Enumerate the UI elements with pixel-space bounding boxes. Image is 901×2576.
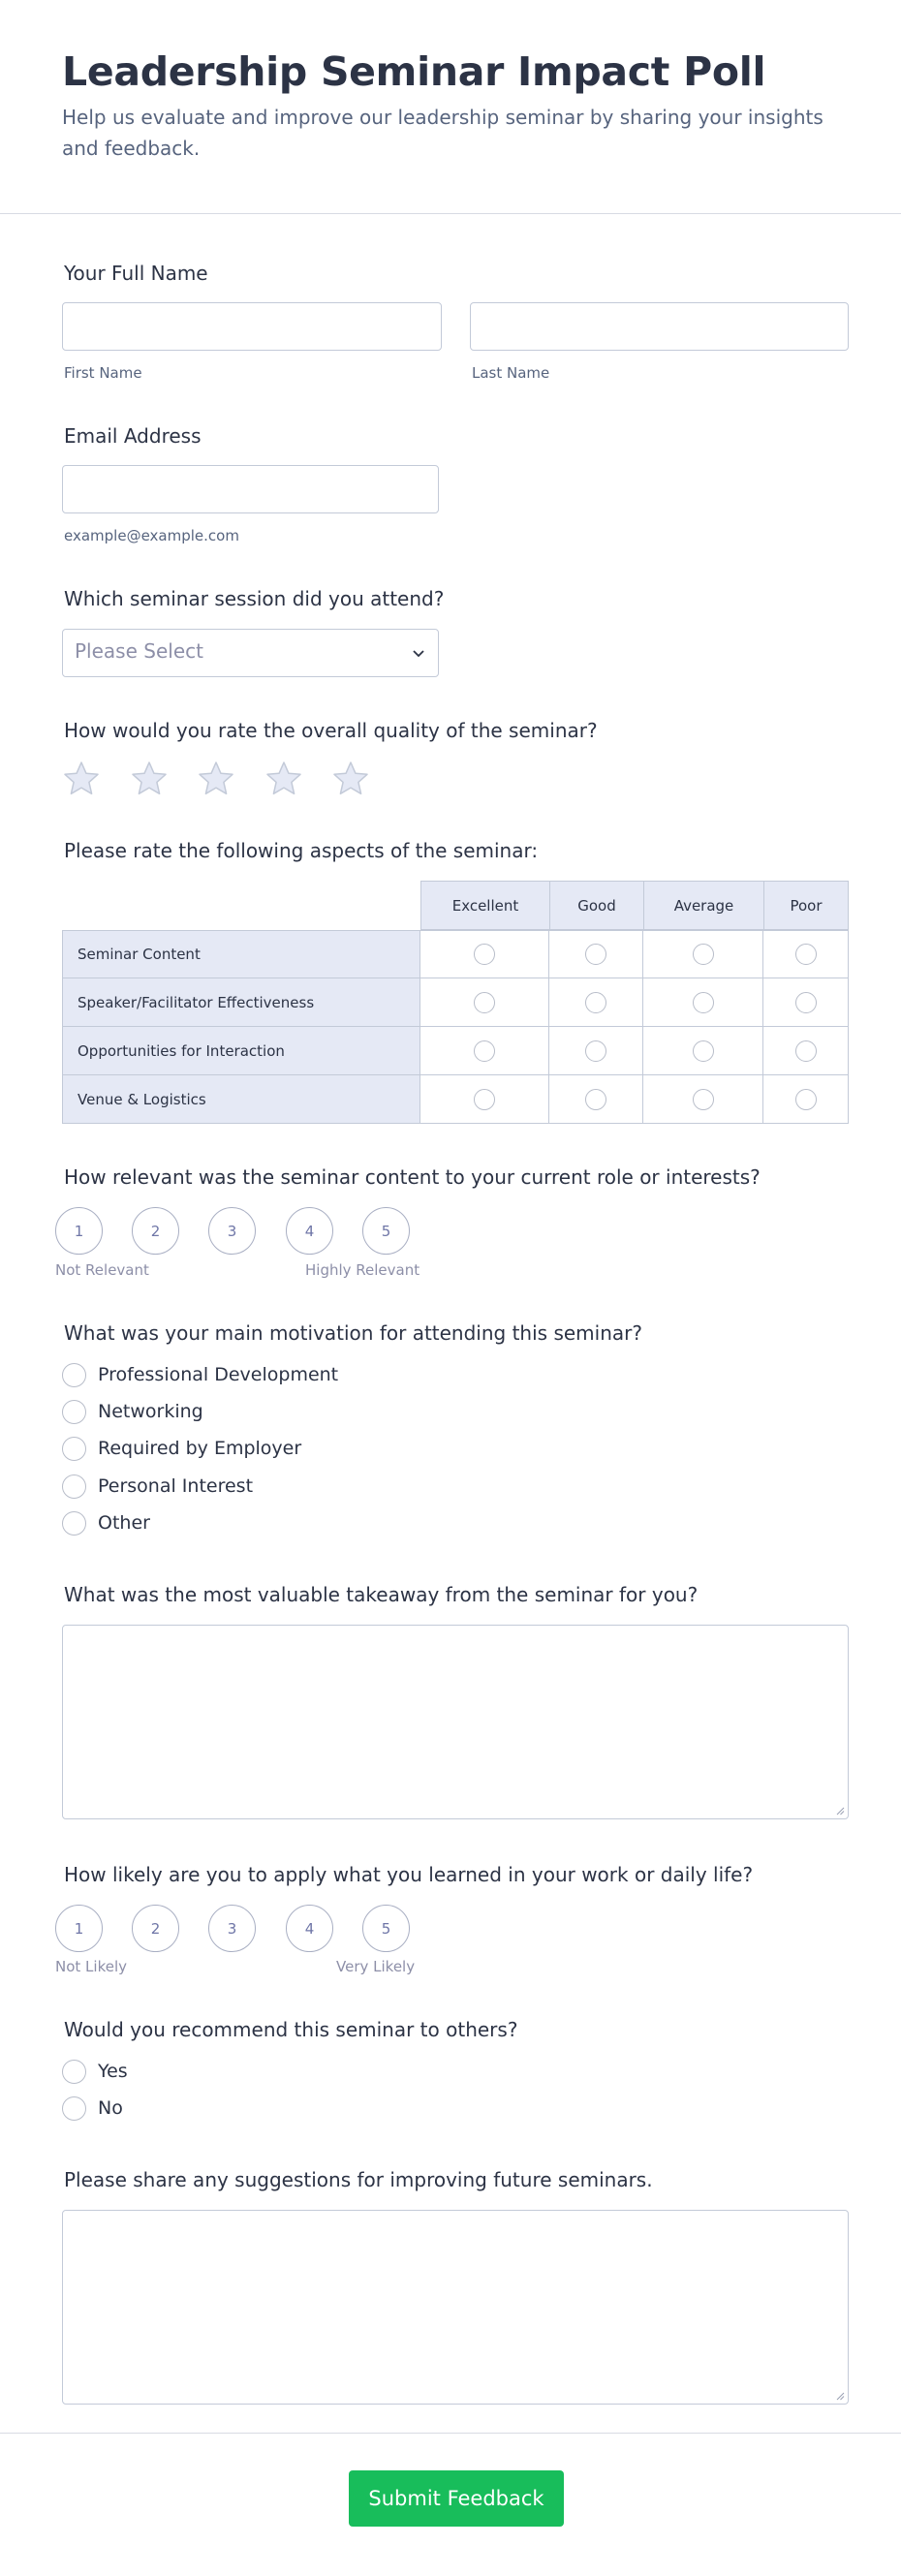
matrix-row-label: Seminar Content: [62, 930, 420, 978]
recommend-label: Would you recommend this seminar to others?: [64, 2018, 518, 2041]
session-label: Which seminar session did you attend?: [64, 587, 445, 610]
form-footer: [0, 2433, 901, 2576]
matrix-radio[interactable]: [474, 1040, 495, 1062]
suggestions-textarea[interactable]: [62, 2210, 849, 2405]
submit-button[interactable]: Submit Feedback: [349, 2470, 564, 2527]
takeaway-textarea[interactable]: [62, 1625, 849, 1819]
matrix-cell[interactable]: [420, 930, 549, 978]
session-select-placeholder: Please Select: [75, 639, 203, 663]
matrix-radio[interactable]: [693, 1089, 714, 1110]
matrix-cell[interactable]: [549, 1075, 643, 1124]
matrix-radio[interactable]: [795, 1040, 817, 1062]
matrix-radio[interactable]: [585, 992, 606, 1013]
email-label: Email Address: [64, 424, 202, 448]
motivation-option-label: Other: [98, 1512, 150, 1534]
last-name-sublabel: Last Name: [472, 364, 550, 382]
matrix-cell[interactable]: [643, 1027, 763, 1075]
motivation-option[interactable]: [62, 1399, 203, 1424]
matrix-radio[interactable]: [585, 1089, 606, 1110]
apply-high-label: Very Likely: [336, 1958, 416, 1975]
radio-button[interactable]: [62, 1400, 86, 1424]
chevron-down-icon: [411, 645, 426, 661]
full-name-label: Your Full Name: [64, 262, 208, 285]
matrix-cell[interactable]: [549, 1027, 643, 1075]
email-input[interactable]: [62, 465, 439, 513]
matrix-cell[interactable]: [763, 1075, 849, 1124]
relevance-option[interactable]: 3: [208, 1207, 256, 1255]
matrix-cell[interactable]: [549, 978, 643, 1027]
relevance-high-label: Highly Relevant: [305, 1261, 420, 1279]
matrix-row-label: Speaker/Facilitator Effectiveness: [62, 978, 420, 1027]
matrix-col-header: Poor: [763, 881, 849, 930]
star-icon[interactable]: [130, 760, 169, 798]
page-subtitle: Help us evaluate and improve our leadership seminar by sharing your insights and feedback.: [62, 106, 823, 160]
form-header: [0, 0, 901, 214]
matrix-cell[interactable]: [763, 1027, 849, 1075]
apply-option[interactable]: 2: [132, 1905, 179, 1952]
matrix-col-header: Good: [549, 881, 643, 930]
matrix-radio[interactable]: [795, 1089, 817, 1110]
radio-button[interactable]: [62, 1474, 86, 1499]
suggestions-label: Please share any suggestions for improving future seminars.: [64, 2168, 653, 2191]
matrix-cell[interactable]: [420, 1027, 549, 1075]
recommend-option[interactable]: [62, 2095, 123, 2121]
resize-grip-icon[interactable]: [835, 2391, 845, 2401]
takeaway-label: What was the most valuable takeaway from the seminar for you?: [64, 1583, 699, 1606]
matrix-radio[interactable]: [693, 1040, 714, 1062]
radio-button[interactable]: [62, 1437, 86, 1461]
quality-label: How would you rate the overall quality of the seminar?: [64, 719, 598, 742]
last-name-input[interactable]: [470, 302, 849, 351]
motivation-option[interactable]: [62, 1362, 338, 1387]
apply-option[interactable]: 3: [208, 1905, 256, 1952]
matrix-radio[interactable]: [474, 992, 495, 1013]
matrix-cell[interactable]: [420, 978, 549, 1027]
radio-button[interactable]: [62, 1363, 86, 1387]
matrix-radio[interactable]: [474, 1089, 495, 1110]
matrix-cell[interactable]: [643, 930, 763, 978]
matrix-cell[interactable]: [643, 978, 763, 1027]
first-name-sublabel: First Name: [64, 364, 142, 382]
motivation-option-label: Professional Development: [98, 1364, 339, 1385]
relevance-low-label: Not Relevant: [55, 1261, 149, 1279]
matrix-cell[interactable]: [763, 978, 849, 1027]
recommend-option-label: Yes: [98, 2061, 128, 2082]
apply-option[interactable]: 5: [362, 1905, 410, 1952]
motivation-option[interactable]: [62, 1436, 301, 1461]
matrix-col-header: Average: [643, 881, 763, 930]
recommend-option-label: No: [98, 2097, 123, 2119]
motivation-option[interactable]: [62, 1510, 150, 1536]
motivation-option[interactable]: [62, 1474, 253, 1499]
matrix-radio[interactable]: [693, 944, 714, 965]
matrix-radio[interactable]: [795, 944, 817, 965]
radio-button[interactable]: [62, 2096, 86, 2121]
session-select[interactable]: [62, 629, 439, 677]
motivation-option-label: Personal Interest: [98, 1475, 254, 1497]
star-icon[interactable]: [264, 760, 303, 798]
apply-label: How likely are you to apply what you learned in your work or daily life?: [64, 1863, 754, 1886]
resize-grip-icon[interactable]: [835, 1806, 845, 1816]
apply-option[interactable]: 4: [286, 1905, 333, 1952]
relevance-option[interactable]: 2: [132, 1207, 179, 1255]
matrix-cell[interactable]: [420, 1075, 549, 1124]
matrix-radio[interactable]: [585, 944, 606, 965]
star-icon[interactable]: [331, 760, 370, 798]
radio-button[interactable]: [62, 2060, 86, 2084]
recommend-option[interactable]: [62, 2059, 128, 2084]
relevance-option[interactable]: 1: [55, 1207, 103, 1255]
matrix-radio[interactable]: [585, 1040, 606, 1062]
matrix-col-header: Excellent: [420, 881, 549, 930]
page-title: Leadership Seminar Impact Poll: [62, 48, 766, 95]
motivation-option-label: Networking: [98, 1401, 203, 1422]
star-icon[interactable]: [197, 760, 235, 798]
matrix-cell[interactable]: [549, 930, 643, 978]
apply-low-label: Not Likely: [55, 1958, 127, 1975]
matrix-row-label: Venue & Logistics: [62, 1075, 420, 1124]
motivation-option-label: Required by Employer: [98, 1438, 302, 1459]
email-sublabel: example@example.com: [64, 527, 239, 544]
first-name-input[interactable]: [62, 302, 442, 351]
matrix-row-label: Opportunities for Interaction: [62, 1027, 420, 1075]
matrix-radio[interactable]: [474, 944, 495, 965]
motivation-label: What was your main motivation for attending this seminar?: [64, 1321, 642, 1345]
relevance-option[interactable]: 5: [362, 1207, 410, 1255]
relevance-option[interactable]: 4: [286, 1207, 333, 1255]
matrix-radio[interactable]: [693, 992, 714, 1013]
star-icon[interactable]: [62, 760, 101, 798]
matrix-label: Please rate the following aspects of the seminar:: [64, 839, 539, 862]
relevance-label: How relevant was the seminar content to your current role or interests?: [64, 1165, 761, 1189]
radio-button[interactable]: [62, 1511, 86, 1536]
matrix-radio[interactable]: [795, 992, 817, 1013]
apply-option[interactable]: 1: [55, 1905, 103, 1952]
matrix-cell[interactable]: [643, 1075, 763, 1124]
matrix-cell[interactable]: [763, 930, 849, 978]
